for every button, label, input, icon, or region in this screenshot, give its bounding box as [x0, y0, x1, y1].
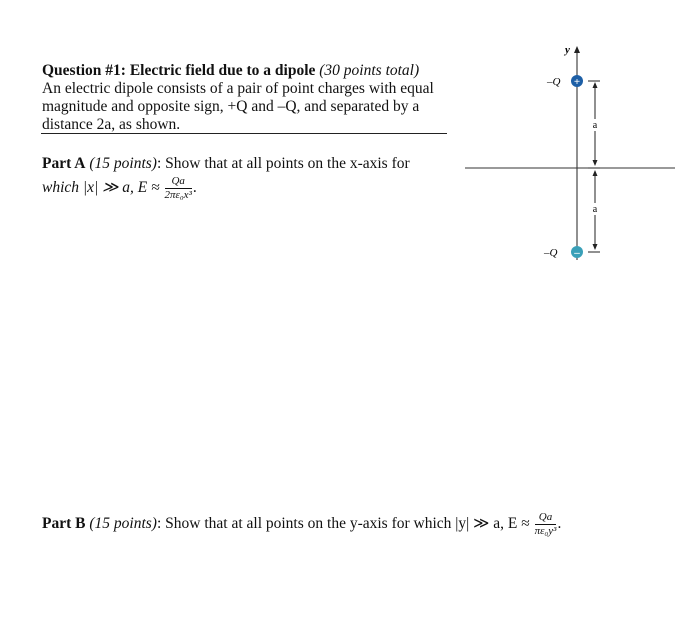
part-a-fraction: [165, 176, 192, 201]
question-text-line-1: An electric dipole consists of a pair of point charges with equal: [42, 80, 434, 97]
question-text-line-3: distance 2a, as shown.: [42, 116, 181, 133]
top-charge-label: –Q: [547, 76, 561, 88]
part-a-frac-denominator: 2πε₀x³: [164, 189, 192, 201]
part-a-points: (15 points): [89, 155, 157, 172]
bottom-charge-label: –Q: [544, 247, 558, 259]
dipole-diagram: [460, 40, 680, 265]
part-b-end: .: [557, 515, 562, 533]
question-divider: [41, 133, 447, 134]
bottom-charge-symbol: –: [574, 247, 580, 259]
part-b-line: [42, 512, 561, 537]
part-b-label: Part B: [42, 515, 86, 533]
y-axis-arrowhead: [574, 46, 580, 53]
y-axis-label: y: [565, 44, 570, 56]
part-b-text: : Show that at all points on the y-axis for which |y| ≫ a, E ≈: [156, 515, 530, 533]
part-b-frac-numerator: Qa: [535, 512, 557, 525]
dimension-label-lower: a: [592, 204, 598, 215]
dimension-arrow-upper-top: [593, 82, 598, 88]
question-points: (30 points total): [319, 62, 420, 79]
dimension-arrow-lower-top: [593, 170, 598, 176]
part-a-label: Part A: [42, 155, 86, 172]
question-title: Question #1: Electric field due to a dipole: [42, 62, 316, 79]
part-a-frac-numerator: Qa: [165, 176, 192, 189]
dimension-arrow-upper-bottom: [593, 160, 598, 166]
part-a-line-2: [42, 176, 197, 201]
question-title-line: [42, 62, 419, 80]
dimension-label-upper: a: [592, 120, 598, 131]
part-b-points: (15 points): [89, 515, 157, 533]
top-charge-symbol: +: [573, 76, 581, 88]
part-a-line-1: [42, 155, 410, 173]
part-b-frac-denominator: πε₀y³: [534, 525, 557, 537]
part-a-text-2: which |x| ≫ a, E ≈: [42, 179, 160, 197]
part-a-text-1: : Show that at all points on the x-axis for: [156, 155, 410, 172]
part-b-fraction: [535, 512, 557, 537]
question-text-line-2: magnitude and opposite sign, +Q and –Q, and separated by a: [42, 98, 420, 115]
dimension-arrow-lower-bottom: [593, 244, 598, 250]
part-a-end: .: [192, 179, 197, 197]
